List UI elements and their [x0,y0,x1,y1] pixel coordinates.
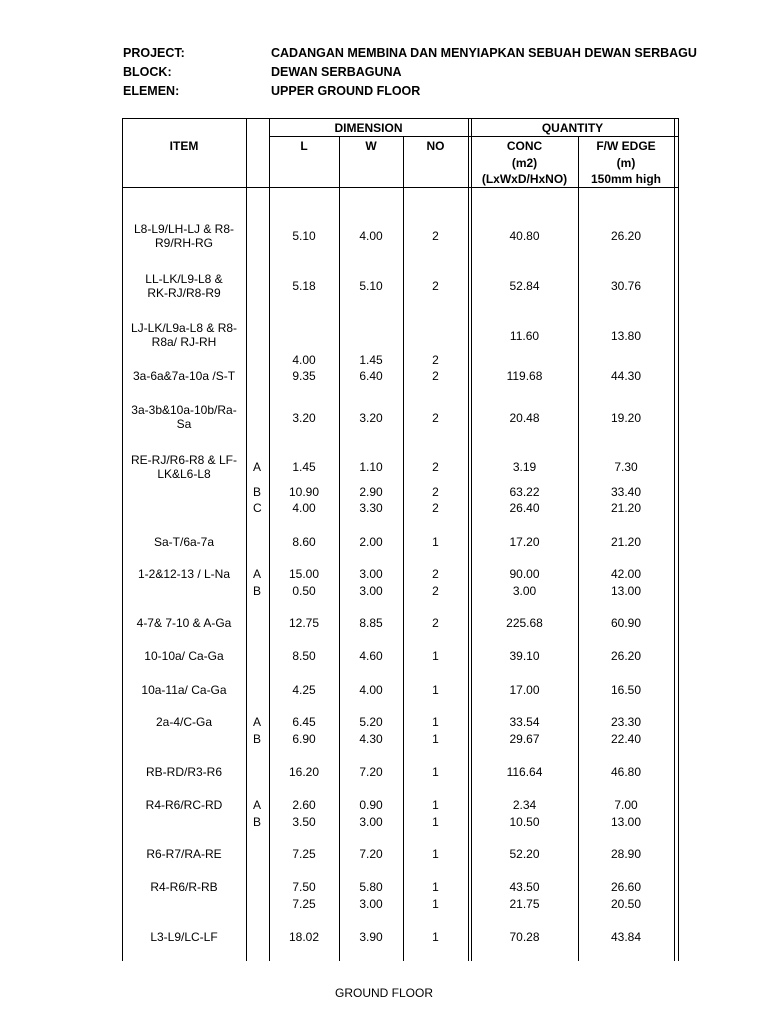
item-label-line: R6-R7/RA-RE [146,847,222,861]
formwork-cell: 33.40 [610,485,642,499]
header-bottom-rule [122,187,679,188]
number-cell: 1 [432,847,439,861]
conc-cell: 17.00 [509,683,540,697]
length-cell: 10.90 [288,485,320,499]
width-cell: 3.90 [359,930,383,944]
width-cell: 2.90 [359,485,383,499]
width-cell: 4.30 [359,732,383,746]
number-cell: 2 [432,369,439,383]
number-cell: 1 [432,683,439,697]
table-right-rule-1 [674,118,675,961]
conc-cell: 43.50 [509,880,540,894]
conc-cell: 10.50 [509,815,540,829]
sub-item-letter: B [253,584,262,598]
formwork-cell: 26.60 [610,880,642,894]
number-cell: 1 [432,880,439,894]
item-label [122,649,246,663]
formwork-column-header: F/W EDGE [596,139,656,153]
conc-cell: 70.28 [509,930,540,944]
item-label [122,930,246,944]
item-label [122,847,246,861]
item-label [122,616,246,630]
project-value: CADANGAN MEMBINA DAN MENYIAPKAN SEBUAH DEWAN SERBAGU [271,46,697,60]
sub-item-letter: A [253,715,262,729]
formwork-cell: 13.00 [610,815,642,829]
formwork-cell: 22.40 [610,732,642,746]
number-cell: 2 [432,584,439,598]
width-cell: 1.10 [359,460,383,474]
number-cell: 1 [432,815,439,829]
width-cell: 5.20 [359,715,383,729]
number-cell: 1 [432,535,439,549]
sub-item-letter: A [253,567,262,581]
number-cell: 2 [432,229,439,243]
conc-cell: 225.68 [506,616,543,630]
sub-item-letter: B [253,815,262,829]
conc-cell: 20.48 [509,411,540,425]
item-sub-divider [246,118,247,961]
length-cell: 6.45 [292,715,316,729]
width-cell: 4.00 [359,229,383,243]
sub-item-letter: B [253,485,262,499]
formwork-cell: 60.90 [610,616,642,630]
formwork-cell: 7.00 [614,798,638,812]
width-cell: 6.40 [359,369,383,383]
length-cell: 4.25 [292,683,316,697]
width-cell: 3.30 [359,501,383,515]
item-label-line: RE-RJ/R6-R8 & LF- [130,453,237,467]
formwork-cell: 13.00 [610,584,642,598]
block-label: BLOCK: [123,65,172,79]
width-cell: 8.85 [359,616,383,630]
length-cell: 15.00 [288,567,320,581]
conc-cell: 21.75 [509,897,540,911]
item-label [122,715,246,729]
sub-item-letter: B [253,732,262,746]
item-label-line: LJ-LK/L9a-L8 & R8- [130,321,238,335]
number-cell: 1 [432,798,439,812]
formwork-cell: 21.20 [610,501,642,515]
conc-cell: 63.22 [509,485,540,499]
page-caption: GROUND FLOOR [334,986,433,1000]
number-cell: 1 [432,897,439,911]
item-label [122,272,246,300]
conc-cell: 3.19 [512,460,537,474]
length-cell: 18.02 [288,930,320,944]
length-cell: 1.45 [292,460,316,474]
width-cell: 0.90 [359,798,383,812]
formwork-unit-header: (m) [616,156,636,170]
formwork-cell: 16.50 [610,683,642,697]
item-label-line: 4-7& 7-10 & A-Ga [136,616,232,630]
sub-item-letter: A [253,460,262,474]
number-cell: 2 [432,460,439,474]
item-label [122,567,246,581]
item-label-line: 10-10a/ Ca-Ga [144,649,224,663]
formwork-cell: 13.80 [610,329,642,343]
conc-cell: 11.60 [509,329,540,343]
length-cell: 9.35 [292,369,316,383]
formwork-cell: 28.90 [610,847,642,861]
conc-cell: 39.10 [509,649,540,663]
dimension-quantity-divider-1 [468,118,469,961]
width-column-header: W [365,139,377,153]
dimension-group-header: DIMENSION [334,121,403,135]
conc-cell: 90.00 [509,567,540,581]
number-cell: 1 [432,930,439,944]
number-cell: 1 [432,732,439,746]
block-value: DEWAN SERBAGUNA [271,65,402,79]
item-label [122,369,246,383]
formwork-cell: 7.30 [614,460,638,474]
item-label-line: RK-RJ/R8-R9 [147,286,221,300]
conc-cell: 17.20 [509,535,540,549]
length-cell: 8.60 [292,535,316,549]
number-cell: 2 [432,353,439,367]
width-cell: 2.00 [359,535,383,549]
conc-cell: 116.64 [506,765,543,779]
group-header-rule [269,136,679,137]
item-label-line: LL-LK/L9-L8 & [145,272,223,286]
number-cell: 2 [432,567,439,581]
length-cell: 6.90 [292,732,316,746]
formwork-cell: 44.30 [610,369,642,383]
width-cell: 3.00 [359,815,383,829]
formwork-cell: 26.20 [610,229,642,243]
length-cell: 5.10 [292,229,316,243]
item-label [122,880,246,894]
formwork-cell: 46.80 [610,765,642,779]
width-cell: 7.20 [359,765,383,779]
item-label-line: R4-R6/RC-RD [145,798,223,812]
item-label [122,453,246,481]
item-label [122,798,246,812]
item-label-line: 3a-3b&10a-10b/Ra- [131,403,237,417]
width-cell: 5.10 [359,279,383,293]
element-label: ELEMEN: [123,84,180,98]
item-label [122,403,246,431]
number-cell: 1 [432,649,439,663]
item-column-header: ITEM [169,139,199,153]
length-cell: 12.75 [288,616,320,630]
length-cell: 7.50 [292,880,316,894]
length-cell: 16.20 [288,765,320,779]
item-label-line: R8a/ RJ-RH [151,335,217,349]
formwork-height-header: 150mm high [590,172,662,186]
number-cell: 1 [432,715,439,729]
width-cell: 5.80 [359,880,383,894]
item-label-line: R9/RH-RG [154,236,213,250]
width-cell: 4.00 [359,683,383,697]
conc-cell: 52.20 [509,847,540,861]
formwork-cell: 23.30 [610,715,642,729]
item-label-line: L3-L9/LC-LF [150,930,218,944]
item-label-line: RB-RD/R3-R6 [145,765,222,779]
number-cell: 2 [432,501,439,515]
item-label-line: 3a-6a&7a-10a /S-T [132,369,236,383]
number-cell: 2 [432,485,439,499]
item-label-line: Sa-T/6a-7a [153,535,215,549]
number-cell: 1 [432,765,439,779]
formwork-cell: 20.50 [610,897,642,911]
item-label [122,222,246,250]
width-cell: 3.20 [359,411,383,425]
table-right-rule-2 [678,118,679,961]
item-label-line: 10a-11a/ Ca-Ga [141,683,227,697]
number-cell: 2 [432,411,439,425]
formwork-cell: 26.20 [610,649,642,663]
length-cell: 4.00 [292,501,316,515]
length-cell: 5.18 [292,279,316,293]
project-label: PROJECT: [123,46,185,60]
conc-cell: 29.67 [509,732,540,746]
width-cell: 3.00 [359,584,383,598]
formwork-cell: 42.00 [610,567,642,581]
formwork-cell: 43.84 [610,930,642,944]
quantity-group-header: QUANTITY [541,121,604,135]
formwork-cell: 19.20 [610,411,642,425]
number-column-header: NO [426,139,445,153]
item-label [122,683,246,697]
conc-unit-header: (m2) [511,156,538,170]
conc-cell: 2.34 [512,798,537,812]
length-cell: 3.50 [292,815,316,829]
length-cell: 3.20 [292,411,316,425]
length-cell: 7.25 [292,897,316,911]
number-cell: 2 [432,279,439,293]
length-cell: 2.60 [292,798,316,812]
width-cell: 4.60 [359,649,383,663]
item-label-line: 2a-4/C-Ga [155,715,213,729]
length-cell: 7.25 [292,847,316,861]
conc-column-header: CONC [506,139,543,153]
sub-item-letter: A [253,798,262,812]
conc-cell: 33.54 [509,715,540,729]
item-label [122,765,246,779]
width-cell: 7.20 [359,847,383,861]
formwork-cell: 21.20 [610,535,642,549]
conc-formula-header: (LxWxD/HxNO) [481,172,568,186]
length-cell: 8.50 [292,649,316,663]
conc-cell: 26.40 [509,501,540,515]
length-column-header: L [300,139,308,153]
item-label [122,535,246,549]
item-label-line: Sa [176,417,192,431]
conc-cell: 119.68 [506,369,543,383]
width-cell: 1.45 [359,353,383,367]
width-cell: 3.00 [359,567,383,581]
number-cell: 2 [432,616,439,630]
item-label [122,321,246,349]
width-cell: 3.00 [359,897,383,911]
element-value: UPPER GROUND FLOOR [271,84,421,98]
formwork-cell: 30.76 [610,279,642,293]
length-cell: 0.50 [292,584,316,598]
item-label-line: LK&L6-L8 [157,467,211,481]
item-label-line: R4-R6/R-RB [150,880,218,894]
conc-cell: 40.80 [509,229,540,243]
item-label-line: 1-2&12-13 / L-Na [137,567,231,581]
length-cell: 4.00 [292,353,316,367]
item-label-line: L8-L9/LH-LJ & R8- [133,222,235,236]
conc-cell: 52.84 [509,279,540,293]
sub-item-letter: C [253,501,262,515]
table-top-rule [122,118,679,119]
conc-cell: 3.00 [512,584,537,598]
